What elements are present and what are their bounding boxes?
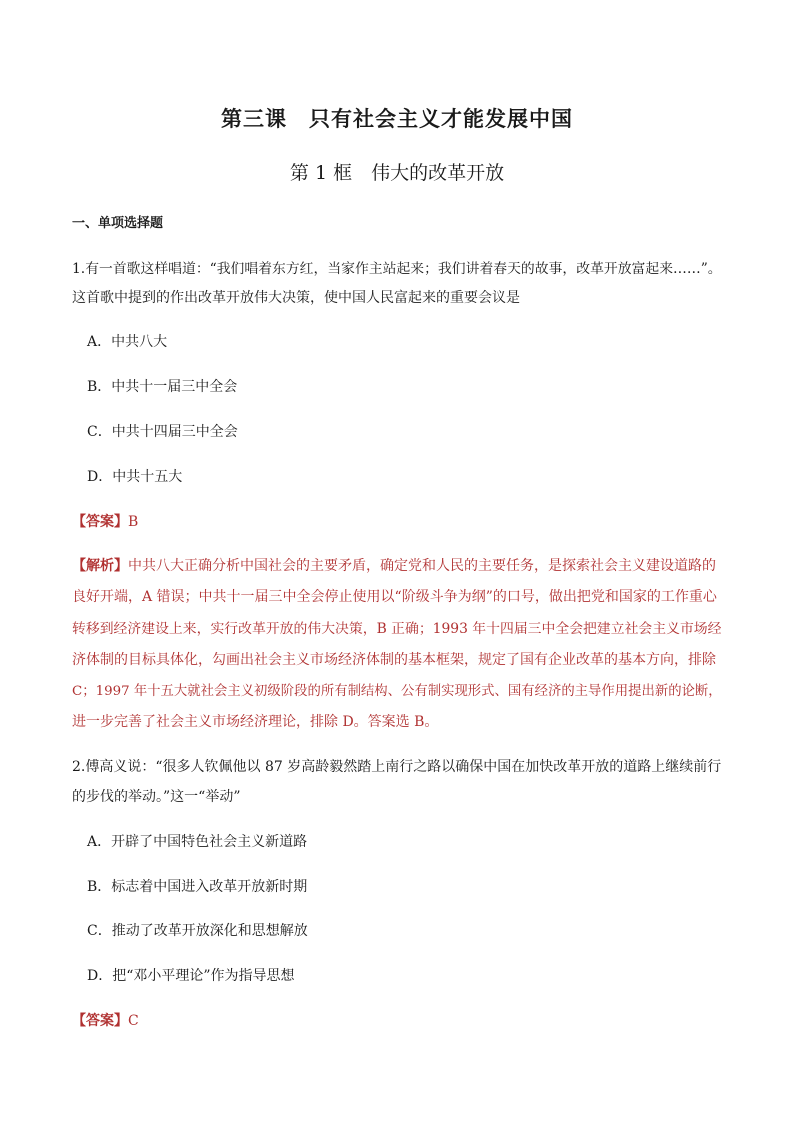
q1-analysis-line-4: 济体制的目标具体化，勾画出社会主义市场经济体制的基本框架，规定了国有企业改革的基本方向，排除 bbox=[72, 652, 716, 668]
lesson-title: 第三课 只有社会主义才能发展中国 bbox=[221, 106, 573, 131]
lesson-subtitle: 第 1 框 伟大的改革开放 bbox=[289, 162, 505, 184]
q1-stem-line-2: 这首歌中提到的作出改革开放伟大决策，使中国人民富起来的重要会议是 bbox=[72, 290, 520, 306]
q2-answer bbox=[72, 1010, 139, 1030]
q1-answer-value: B bbox=[128, 514, 139, 530]
q1-analysis-tag: 【解析】 bbox=[72, 558, 128, 574]
section-heading: 一、单项选择题 bbox=[72, 216, 164, 231]
q1-option-b: B．中共十一届三中全会 bbox=[87, 379, 238, 395]
q2-answer-value: C bbox=[128, 1013, 139, 1029]
q2-answer-tag: 【答案】 bbox=[72, 1013, 128, 1029]
q1-option-a: A．中共八大 bbox=[87, 334, 168, 350]
q1-answer-tag: 【答案】 bbox=[72, 514, 128, 530]
q2-option-d: D．把“邓小平理论”作为指导思想 bbox=[87, 968, 295, 984]
q1-analysis-line-2: 良好开端，A 错误；中共十一届三中全会停止使用以“阶级斗争为纲”的口号，做出把党和国家的工作重心 bbox=[72, 589, 717, 605]
q1-analysis-line-6: 进一步完善了社会主义市场经济理论，排除 D。答案选 B。 bbox=[72, 714, 439, 730]
q1-answer bbox=[72, 511, 138, 531]
q1-analysis-line-1 bbox=[72, 555, 716, 575]
q1-analysis-text-1: 中共八大正确分析中国社会的主要矛盾，确定党和人民的主要任务，是探索社会主义建设道路的 bbox=[128, 558, 716, 574]
q1-stem-line-1: 1.有一首歌这样唱道：“我们唱着东方红，当家作主站起来；我们讲着春天的故事，改革开放富起来……”。 bbox=[72, 261, 722, 277]
q1-option-c: C．中共十四届三中全会 bbox=[87, 424, 238, 440]
q2-option-a: A．开辟了中国特色社会主义新道路 bbox=[87, 834, 308, 850]
q2-option-b: B．标志着中国进入改革开放新时期 bbox=[87, 879, 308, 895]
q2-stem-line-1: 2.傅高义说：“很多人钦佩他以 87 岁高龄毅然踏上南行之路以确保中国在加快改革开放的道路上继续前行 bbox=[72, 759, 722, 775]
q1-analysis-line-5: C；1997 年十五大就社会主义初级阶段的所有制结构、公有制实现形式、国有经济的主导作用提出新的论断， bbox=[72, 684, 722, 699]
q2-option-c: C．推动了改革开放深化和思想解放 bbox=[87, 923, 308, 939]
q2-stem-line-2: 的步伐的举动。”这一“举动” bbox=[72, 789, 241, 805]
q1-analysis-line-3: 转移到经济建设上来，实行改革开放的伟大决策，B 正确；1993 年十四届三中全会把建立社会主义市场经 bbox=[72, 621, 722, 637]
q1-option-d: D．中共十五大 bbox=[87, 469, 183, 485]
